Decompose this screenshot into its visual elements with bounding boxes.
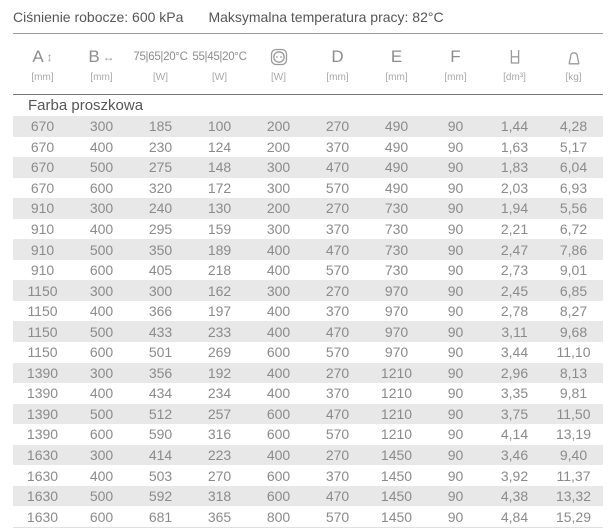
table-cell: 90 [426, 301, 485, 322]
table-cell: 1450 [367, 486, 426, 507]
table-cell: 910 [13, 260, 72, 281]
table-cell: 1150 [13, 342, 72, 363]
table-cell: 269 [190, 342, 249, 363]
table-cell: 400 [72, 465, 131, 486]
table-row [13, 363, 603, 384]
table-cell: 2,21 [485, 219, 544, 240]
table-cell: 90 [426, 383, 485, 404]
table-cell: 270 [308, 116, 367, 137]
col-label-b: B [88, 46, 100, 66]
table-cell: 370 [308, 383, 367, 404]
table-cell: 3,92 [485, 465, 544, 486]
table-cell: 370 [308, 301, 367, 322]
table-cell: 1,63 [485, 137, 544, 158]
col-unit: [W] [212, 71, 227, 83]
col-label-d: D [331, 46, 344, 66]
table-cell: 300 [72, 445, 131, 466]
table-cell: 600 [249, 486, 308, 507]
table-cell: 9,40 [544, 445, 603, 466]
table-cell: 7,86 [544, 239, 603, 260]
table-cell: 3,44 [485, 342, 544, 363]
table-cell: 400 [249, 301, 308, 322]
table-cell: 1390 [13, 363, 72, 384]
table-row [13, 321, 603, 342]
table-cell: 1630 [13, 465, 72, 486]
table-cell: 500 [72, 321, 131, 342]
table-cell: 223 [190, 445, 249, 466]
table-cell: 470 [308, 321, 367, 342]
table-cell: 490 [367, 157, 426, 178]
table-cell: 400 [72, 301, 131, 322]
table-cell: 570 [308, 260, 367, 281]
table-cell: 970 [367, 321, 426, 342]
table-cell: 300 [72, 198, 131, 219]
table-cell: 13,32 [544, 486, 603, 507]
table-row [13, 301, 603, 322]
table-cell: 400 [249, 363, 308, 384]
top-info-bar [13, 0, 603, 34]
table-cell: 192 [190, 363, 249, 384]
table-row [13, 198, 603, 219]
table-cell: 6,93 [544, 178, 603, 199]
table-cell: 356 [131, 363, 190, 384]
col-label-f: F [450, 46, 461, 66]
table-cell: 4,28 [544, 116, 603, 137]
table-cell: 2,45 [485, 280, 544, 301]
col-unit: [mm] [385, 71, 408, 83]
col-header-width-b [72, 34, 131, 95]
table-cell: 970 [367, 342, 426, 363]
col-header-e [367, 34, 426, 95]
table-cell: 90 [426, 321, 485, 342]
table-cell: 270 [308, 445, 367, 466]
section-row-farba-proszkowa [13, 95, 603, 117]
table-cell: 6,72 [544, 219, 603, 240]
table-cell: 90 [426, 506, 485, 527]
table-cell: 470 [308, 486, 367, 507]
col-header-weight [544, 34, 603, 95]
col-unit: [mm] [444, 71, 467, 83]
table-cell: 275 [131, 157, 190, 178]
table-cell: 90 [426, 280, 485, 301]
table-row [13, 404, 603, 425]
table-row [13, 506, 603, 527]
col-unit: [W] [153, 71, 168, 83]
table-cell: 13,19 [544, 424, 603, 445]
table-cell: 503 [131, 465, 190, 486]
table-cell: 90 [426, 363, 485, 384]
table-cell: 90 [426, 445, 485, 466]
table-cell: 501 [131, 342, 190, 363]
table-cell: 5,17 [544, 137, 603, 158]
table-cell: 600 [72, 178, 131, 199]
table-cell: 3,46 [485, 445, 544, 466]
table-cell: 90 [426, 157, 485, 178]
table-cell: 1450 [367, 445, 426, 466]
table-cell: 8,27 [544, 301, 603, 322]
table-cell: 15,29 [544, 506, 603, 527]
table-cell: 240 [131, 198, 190, 219]
table-cell: 1630 [13, 445, 72, 466]
table-cell: 90 [426, 404, 485, 425]
table-cell: 300 [249, 157, 308, 178]
col-header-d [308, 34, 367, 95]
table-cell: 3,11 [485, 321, 544, 342]
table-cell: 1150 [13, 301, 72, 322]
table-cell: 300 [72, 363, 131, 384]
table-cell: 172 [190, 178, 249, 199]
table-cell: 400 [249, 260, 308, 281]
table-cell: 270 [308, 363, 367, 384]
table-cell: 3,75 [485, 404, 544, 425]
horizontal-arrow-icon: ↔ [102, 49, 115, 64]
table-cell: 400 [72, 383, 131, 404]
table-cell: 300 [249, 178, 308, 199]
table-cell: 90 [426, 342, 485, 363]
table-cell: 910 [13, 198, 72, 219]
table-cell: 670 [13, 116, 72, 137]
col-label-75-65-20: 75|65|20°C [133, 50, 188, 63]
table-cell: 124 [190, 137, 249, 158]
table-cell: 1210 [367, 404, 426, 425]
table-row [13, 424, 603, 445]
section-label: Farba proszkowa [13, 95, 603, 117]
working-pressure-label: Ciśnienie robocze: 600 kPa [13, 8, 184, 25]
table-cell: 90 [426, 137, 485, 158]
table-cell: 590 [131, 424, 190, 445]
table-cell: 3,35 [485, 383, 544, 404]
col-unit: [W] [271, 71, 286, 83]
table-cell: 400 [249, 383, 308, 404]
table-cell: 600 [72, 260, 131, 281]
table-cell: 8,13 [544, 363, 603, 384]
table-cell: 1390 [13, 383, 72, 404]
table-row [13, 445, 603, 466]
table-cell: 300 [131, 280, 190, 301]
table-cell: 670 [13, 137, 72, 158]
col-unit: [mm] [326, 71, 349, 83]
table-cell: 370 [308, 219, 367, 240]
table-cell: 1630 [13, 486, 72, 507]
table-cell: 11,37 [544, 465, 603, 486]
water-volume-icon [505, 47, 525, 67]
table-cell: 400 [72, 219, 131, 240]
table-cell: 90 [426, 260, 485, 281]
table-cell: 600 [249, 424, 308, 445]
table-cell: 295 [131, 219, 190, 240]
table-row [13, 116, 603, 137]
table-cell: 670 [13, 157, 72, 178]
table-cell: 185 [131, 116, 190, 137]
table-cell: 1450 [367, 465, 426, 486]
table-body [13, 95, 603, 528]
table-cell: 9,68 [544, 321, 603, 342]
table-cell: 490 [367, 116, 426, 137]
col-header-water-volume [485, 34, 544, 95]
table-cell: 200 [249, 137, 308, 158]
table-cell: 490 [367, 137, 426, 158]
table-cell: 148 [190, 157, 249, 178]
table-cell: 2,03 [485, 178, 544, 199]
table-cell: 300 [72, 280, 131, 301]
table-cell: 2,73 [485, 260, 544, 281]
table-cell: 370 [308, 137, 367, 158]
col-label-a: A [32, 46, 44, 66]
table-cell: 234 [190, 383, 249, 404]
table-cell: 500 [72, 239, 131, 260]
table-row [13, 239, 603, 260]
table-cell: 6,85 [544, 280, 603, 301]
table-cell: 1450 [367, 506, 426, 527]
spec-table [13, 34, 603, 528]
vertical-arrow-icon: ↕ [46, 49, 53, 64]
table-cell: 730 [367, 239, 426, 260]
table-row [13, 178, 603, 199]
table-cell: 320 [131, 178, 190, 199]
col-unit: [mm] [90, 71, 113, 83]
col-unit: [mm] [31, 71, 54, 83]
col-header-power-75-65-20 [131, 34, 190, 95]
table-cell: 270 [190, 465, 249, 486]
table-cell: 197 [190, 301, 249, 322]
table-cell: 90 [426, 178, 485, 199]
table-cell: 592 [131, 486, 190, 507]
weight-icon [564, 47, 584, 67]
table-cell: 159 [190, 219, 249, 240]
table-cell: 1,94 [485, 198, 544, 219]
table-cell: 318 [190, 486, 249, 507]
table-cell: 800 [249, 506, 308, 527]
table-cell: 970 [367, 280, 426, 301]
table-cell: 366 [131, 301, 190, 322]
col-unit: [kg] [565, 71, 582, 83]
table-cell: 1390 [13, 424, 72, 445]
table-row [13, 157, 603, 178]
col-label-55-45-20: 55|45|20°C [192, 50, 247, 63]
table-cell: 5,56 [544, 198, 603, 219]
col-header-electric-power [249, 34, 308, 95]
table-cell: 4,14 [485, 424, 544, 445]
col-header-height-a [13, 34, 72, 95]
table-cell: 730 [367, 219, 426, 240]
table-cell: 189 [190, 239, 249, 260]
table-cell: 90 [426, 465, 485, 486]
table-cell: 200 [249, 116, 308, 137]
table-cell: 434 [131, 383, 190, 404]
table-cell: 300 [72, 116, 131, 137]
table-cell: 130 [190, 198, 249, 219]
table-cell: 910 [13, 219, 72, 240]
table-cell: 90 [426, 486, 485, 507]
table-cell: 300 [249, 280, 308, 301]
table-cell: 512 [131, 404, 190, 425]
table-cell: 90 [426, 198, 485, 219]
table-cell: 490 [367, 178, 426, 199]
table-cell: 6,04 [544, 157, 603, 178]
table-row [13, 280, 603, 301]
table-cell: 1150 [13, 321, 72, 342]
power-socket-icon [269, 47, 289, 67]
table-cell: 570 [308, 506, 367, 527]
table-cell: 162 [190, 280, 249, 301]
table-cell: 405 [131, 260, 190, 281]
table-cell: 4,84 [485, 506, 544, 527]
col-label-e: E [390, 46, 403, 66]
table-cell: 500 [72, 157, 131, 178]
table-cell: 1210 [367, 363, 426, 384]
table-cell: 1150 [13, 280, 72, 301]
table-cell: 2,78 [485, 301, 544, 322]
table-cell: 470 [308, 404, 367, 425]
table-cell: 1,44 [485, 116, 544, 137]
table-cell: 600 [249, 342, 308, 363]
table-cell: 670 [13, 178, 72, 199]
table-cell: 570 [308, 342, 367, 363]
table-cell: 600 [72, 424, 131, 445]
table-row [13, 465, 603, 486]
col-header-power-55-45-20 [190, 34, 249, 95]
table-cell: 233 [190, 321, 249, 342]
table-cell: 730 [367, 260, 426, 281]
table-cell: 570 [308, 424, 367, 445]
table-cell: 218 [190, 260, 249, 281]
table-cell: 11,50 [544, 404, 603, 425]
table-cell: 1390 [13, 404, 72, 425]
table-cell: 90 [426, 239, 485, 260]
table-row [13, 383, 603, 404]
table-cell: 600 [249, 404, 308, 425]
table-cell: 2,47 [485, 239, 544, 260]
table-cell: 1210 [367, 383, 426, 404]
table-cell: 500 [72, 404, 131, 425]
table-cell: 9,01 [544, 260, 603, 281]
table-cell: 910 [13, 239, 72, 260]
table-cell: 350 [131, 239, 190, 260]
col-header-f [426, 34, 485, 95]
table-row [13, 137, 603, 158]
table-cell: 570 [308, 178, 367, 199]
table-header-row [13, 34, 603, 95]
table-cell: 400 [249, 321, 308, 342]
table-cell: 470 [308, 239, 367, 260]
table-cell: 300 [249, 219, 308, 240]
table-cell: 2,96 [485, 363, 544, 384]
table-cell: 11,10 [544, 342, 603, 363]
table-cell: 400 [249, 239, 308, 260]
table-cell: 970 [367, 301, 426, 322]
table-cell: 9,81 [544, 383, 603, 404]
table-cell: 414 [131, 445, 190, 466]
table-cell: 1,83 [485, 157, 544, 178]
table-cell: 600 [249, 465, 308, 486]
col-unit: [dm³] [503, 71, 526, 83]
table-cell: 257 [190, 404, 249, 425]
table-cell: 730 [367, 198, 426, 219]
table-row [13, 486, 603, 507]
table-cell: 681 [131, 506, 190, 527]
table-row [13, 260, 603, 281]
table-cell: 600 [72, 342, 131, 363]
table-cell: 90 [426, 424, 485, 445]
table-cell: 433 [131, 321, 190, 342]
table-row [13, 219, 603, 240]
table-cell: 270 [308, 280, 367, 301]
table-cell: 4,38 [485, 486, 544, 507]
table-cell: 470 [308, 157, 367, 178]
table-cell: 316 [190, 424, 249, 445]
table-cell: 100 [190, 116, 249, 137]
table-cell: 370 [308, 465, 367, 486]
table-cell: 600 [72, 506, 131, 527]
table-cell: 400 [249, 445, 308, 466]
table-row [13, 342, 603, 363]
table-cell: 90 [426, 116, 485, 137]
max-temperature-label: Maksymalna temperatura pracy: 82°C [208, 8, 444, 25]
table-cell: 200 [249, 198, 308, 219]
table-cell: 230 [131, 137, 190, 158]
table-cell: 90 [426, 219, 485, 240]
table-cell: 1210 [367, 424, 426, 445]
table-cell: 400 [72, 137, 131, 158]
table-cell: 270 [308, 198, 367, 219]
table-cell: 365 [190, 506, 249, 527]
table-cell: 500 [72, 486, 131, 507]
table-cell: 1630 [13, 506, 72, 527]
